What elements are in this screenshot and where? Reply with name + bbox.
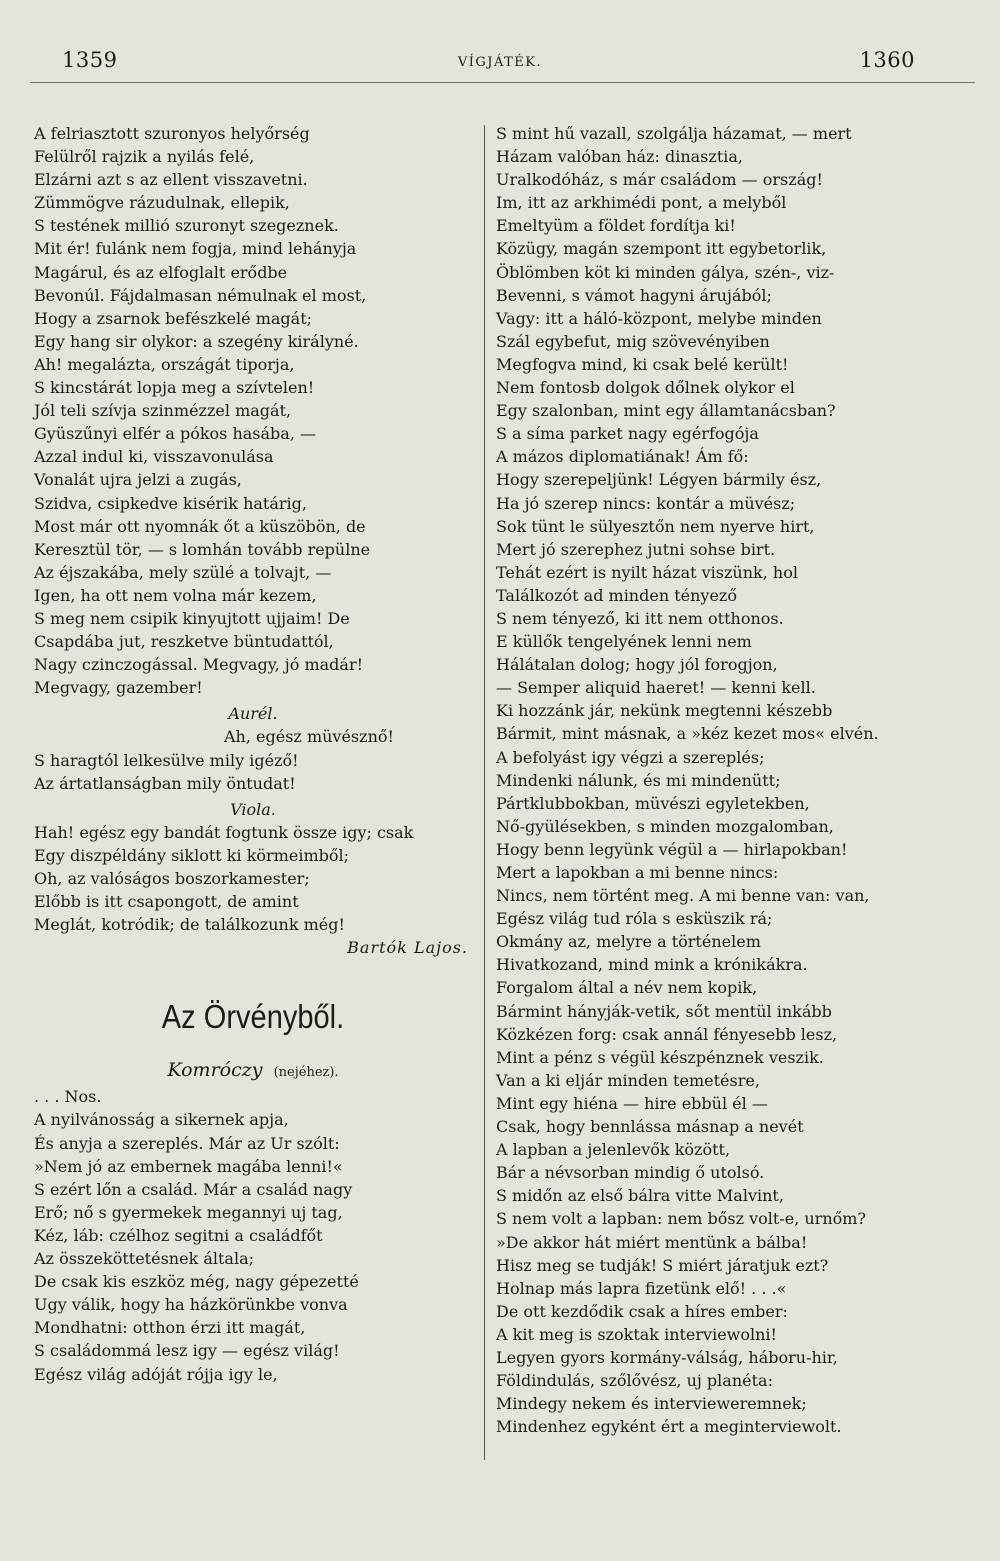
text-line: Igen, ha ott nem volna már kezem, xyxy=(34,585,317,605)
text-line: Bevonúl. Fájdalmasan némulnak el most, xyxy=(34,285,367,305)
text-line: Mindegy nekem és intervieweremnek; xyxy=(496,1394,807,1414)
text-line: De csak kis eszköz még, nagy gépezetté xyxy=(34,1272,359,1292)
text-line: Holnap más lapra fizetünk elő! . . .« xyxy=(496,1278,787,1298)
text-line: Uralkodóház, s már családom — ország! xyxy=(496,170,823,190)
text-line: Keresztül tör, — s lomhán tovább repülne xyxy=(34,539,371,559)
text-line: S mint hű vazall, szolgálja házamat, — mert xyxy=(496,124,852,143)
text-line: Közkézen forg: csak annál fényesebb lesz, xyxy=(496,1024,838,1044)
text-line: Felülről rajzik a nyilás felé, xyxy=(34,147,255,167)
text-line: Nő-gyülésekben, s minden mozgalomban, xyxy=(496,816,834,836)
text-line: Pártklubbokban, müvészi egyletekben, xyxy=(496,793,810,813)
poem-continuation xyxy=(496,122,966,1438)
text-line: Ah! megalázta, országát tiporja, xyxy=(34,354,295,374)
text-line: Egész világ tud róla s esküszik rá; xyxy=(496,909,773,929)
text-line: Erő; nő s gyermekek megannyi uj tag, xyxy=(34,1202,343,1222)
text-line: Tehát ezért is nyilt házat viszünk, hol xyxy=(496,562,798,582)
text-line: Ha jó szerep nincs: kontár a müvész; xyxy=(496,493,796,513)
text-line: Most már ott nyomnák őt a küszöbön, de xyxy=(34,516,366,536)
page-number-left: 1359 xyxy=(62,48,118,72)
text-line: . . . Nos. xyxy=(34,1087,102,1107)
text-line: Az összeköttetésnek általa; xyxy=(34,1249,255,1269)
text-line: Csapdába jut, reszketve büntudattól, xyxy=(34,632,334,652)
text-line: »Nem jó az embernek magába lenni!« xyxy=(34,1156,343,1176)
text-line: Mindenki nálunk, és mi mindenütt; xyxy=(496,770,781,790)
text-line: S a síma parket nagy egérfogója xyxy=(496,424,759,444)
text-line: Hálátalan dolog; hogy jól forogjon, xyxy=(496,655,778,675)
running-title: VÍGJÁTÉK. xyxy=(457,55,543,70)
text-line: S nem volt a lapban: nem bősz volt-e, urnőm? xyxy=(496,1209,867,1229)
text-line: Mit ér! fulánk nem fogja, mind lehányja xyxy=(34,239,357,259)
text-line: Van a ki eljár minden temetésre, xyxy=(496,1070,760,1090)
text-line: S testének millió szuronyt szegeznek. xyxy=(34,216,339,236)
text-line: Előbb is itt csapongott, de amint xyxy=(34,892,299,912)
text-line: Forgalom által a név nem kopik, xyxy=(496,978,758,998)
text-line: Nincs, nem történt meg. A mi benne van: van, xyxy=(496,886,870,906)
text-line: Kéz, láb: czélhoz segitni a családfőt xyxy=(34,1225,323,1245)
text-line: Bármit, mint másnak, a »kéz kezet mos« elvén. xyxy=(496,724,879,744)
text-line: De ott kezdődik csak a híres ember: xyxy=(496,1301,788,1321)
column-divider xyxy=(484,125,485,1460)
verse-block xyxy=(34,122,472,699)
text-line: Közügy, magán szempont itt egybetorlik, xyxy=(496,239,827,259)
text-line: S kincstárát lopja meg a szívtelen! xyxy=(34,378,315,398)
text-line: Bevenni, s vámot hagyni árujából; xyxy=(496,285,772,305)
text-line: Egy hang sir olykor: a szegény királyné. xyxy=(34,331,359,351)
dedication-note: (nejéhez). xyxy=(273,1065,339,1081)
text-line: Egy szalonban, mint egy államtanácsban? xyxy=(496,401,836,421)
text-line: Vagy: itt a háló-központ, melybe minden xyxy=(496,308,822,328)
text-line: S családommá lesz igy — egész világ! xyxy=(34,1341,340,1361)
poem-title: Az Örvényből. xyxy=(161,998,345,1036)
text-line: Okmány az, melyre a történelem xyxy=(496,932,761,952)
speaker-name-viola: Viola. xyxy=(230,799,276,819)
text-line: Szál egybefut, mig szövevényiben xyxy=(496,331,770,351)
text-line: »De akkor hát miért mentünk a bálba! xyxy=(496,1232,808,1252)
text-line: Hogy benn legyünk végül a — hirlapokban! xyxy=(496,839,848,859)
text-line: S ezért lőn a család. Már a család nagy xyxy=(34,1179,353,1199)
text-line: Találkozót ad minden tényező xyxy=(496,585,737,605)
poem-block xyxy=(34,1085,472,1385)
text-line: Emeltyüm a földet fordítja ki! xyxy=(496,216,736,236)
text-line: A nyilvánosság a sikernek apja, xyxy=(34,1110,289,1130)
text-line: Vonalát ujra jelzi a zugás, xyxy=(34,470,242,490)
text-line: Megvagy, gazember! xyxy=(34,678,203,698)
text-line: Sok tünt le sülyesztőn nem nyerve hirt, xyxy=(496,516,815,536)
text-line: Mint egy hiéna — hire ebbül él — xyxy=(496,1093,768,1113)
text-line: Mondhatni: otthon érzi itt magát, xyxy=(34,1318,306,1338)
page-number-right: 1360 xyxy=(859,48,915,72)
text-line: A befolyást igy végzi a szereplés; xyxy=(496,747,765,767)
speech-block-viola xyxy=(34,821,472,936)
text-line: A kit meg is szoktak interviewolni! xyxy=(496,1324,777,1344)
text-line: Bár a névsorban mindig ő utolsó. xyxy=(496,1163,765,1183)
text-line: A felriasztott szuronyos helyőrség xyxy=(34,124,310,143)
text-line: Ah, egész müvésznő! xyxy=(224,727,394,747)
text-line: Hisz meg se tudják! S miért járatjuk ezt? xyxy=(496,1255,829,1275)
text-line: Mert a lapokban a mi benne nincs: xyxy=(496,863,779,882)
text-line: A mázos diplomatiának! Ám fő: xyxy=(496,447,749,467)
text-line: Hivatkozand, mind mink a krónikákra. xyxy=(496,955,808,975)
text-line: Jól teli szívja szinmézzel magát, xyxy=(34,401,292,421)
text-line: Elzárni azt s az ellent visszavetni. xyxy=(34,170,308,190)
text-line: Az éjszakába, mely szülé a tolvajt, — xyxy=(34,562,332,582)
text-line: Meglát, kotródik; de találkozunk még! xyxy=(34,915,345,935)
text-line: Nagy czinczogással. Megvagy, jó madár! xyxy=(34,655,364,675)
text-line: Azzal indul ki, visszavonulása xyxy=(34,447,274,467)
text-line: Egész világ adóját rójja igy le, xyxy=(34,1364,278,1384)
text-line: S meg nem csipik kinyujtott ujjaim! De xyxy=(34,608,350,628)
right-column xyxy=(496,122,966,1438)
text-line: Házam valóban ház: dinasztia, xyxy=(496,147,743,167)
text-line: Legyen gyors kormány-válság, háboru-hir, xyxy=(496,1347,838,1367)
speech-block-aurel xyxy=(34,725,472,794)
text-line: Mindenhez egyként ért a meginterviewolt. xyxy=(496,1417,842,1437)
header-rule xyxy=(30,82,975,83)
text-line: Öblömben köt ki minden gálya, szén-, viz- xyxy=(496,262,835,282)
text-line: S nem tényező, ki itt nem otthonos. xyxy=(496,608,784,628)
text-line: Nem fontosb dolgok dőlnek olykor el xyxy=(496,378,795,398)
text-line: Oh, az valóságos boszorkamester; xyxy=(34,869,310,888)
poem-dedication xyxy=(34,1055,472,1085)
text-line: Mert jó szerephez jutni sohse birt. xyxy=(496,539,776,559)
text-line: Hogy szerepeljünk! Légyen bármily ész, xyxy=(496,470,822,490)
text-line: Szidva, csipkedve kisérik határig, xyxy=(34,493,307,513)
dedication-name: Komróczy xyxy=(167,1059,263,1082)
text-line: S midőn az első bálra vitte Malvint, xyxy=(496,1186,784,1206)
text-line: Gyüszűnyi elfér a pókos hasába, — xyxy=(34,424,316,444)
left-column xyxy=(34,122,472,1386)
text-line: Mint a pénz s végül készpénznek veszik. xyxy=(496,1047,824,1067)
text-line: Magárul, és az elfoglalt erődbe xyxy=(34,262,288,282)
text-line: — Semper aliquid haeret! — kenni kell. xyxy=(496,678,816,698)
text-line: Im, itt az arkhimédi pont, a melyből xyxy=(496,193,787,213)
text-line: Hah! egész egy bandát fogtunk össze igy; csak xyxy=(34,822,414,842)
text-line: Az ártatlanságban mily öntudat! xyxy=(34,773,296,793)
text-line: E küllők tengelyének lenni nem xyxy=(496,632,752,652)
text-line: Ugy válik, hogy ha házkörünkbe vonva xyxy=(34,1295,348,1315)
text-line: Hogy a zsarnok befészkelé magát; xyxy=(34,308,313,328)
text-line: Megfogva mind, ki csak belé került! xyxy=(496,354,789,374)
text-line: És anyja a szereplés. Már az Ur szólt: xyxy=(34,1133,340,1153)
text-line: Csak, hogy bennlássa másnap a nevét xyxy=(496,1117,804,1137)
author-signature: Bartók Lajos. xyxy=(347,938,468,958)
text-line: Egy diszpéldány siklott ki körmeimből; xyxy=(34,845,349,865)
text-line: Zümmögve rázudulnak, ellepik, xyxy=(34,193,290,213)
speaker-name-aurel: Aurél. xyxy=(228,704,278,724)
text-line: A lapban a jelenlevők között, xyxy=(496,1140,731,1160)
text-line: Bármint hányják-vetik, sőt mentül inkább xyxy=(496,1001,832,1021)
text-line: Földindulás, szőlővész, uj planéta: xyxy=(496,1371,773,1391)
text-line: Ki hozzánk jár, nekünk megtenni készebb xyxy=(496,701,833,721)
text-line: S haragtól lelkesülve mily igéző! xyxy=(34,750,299,770)
